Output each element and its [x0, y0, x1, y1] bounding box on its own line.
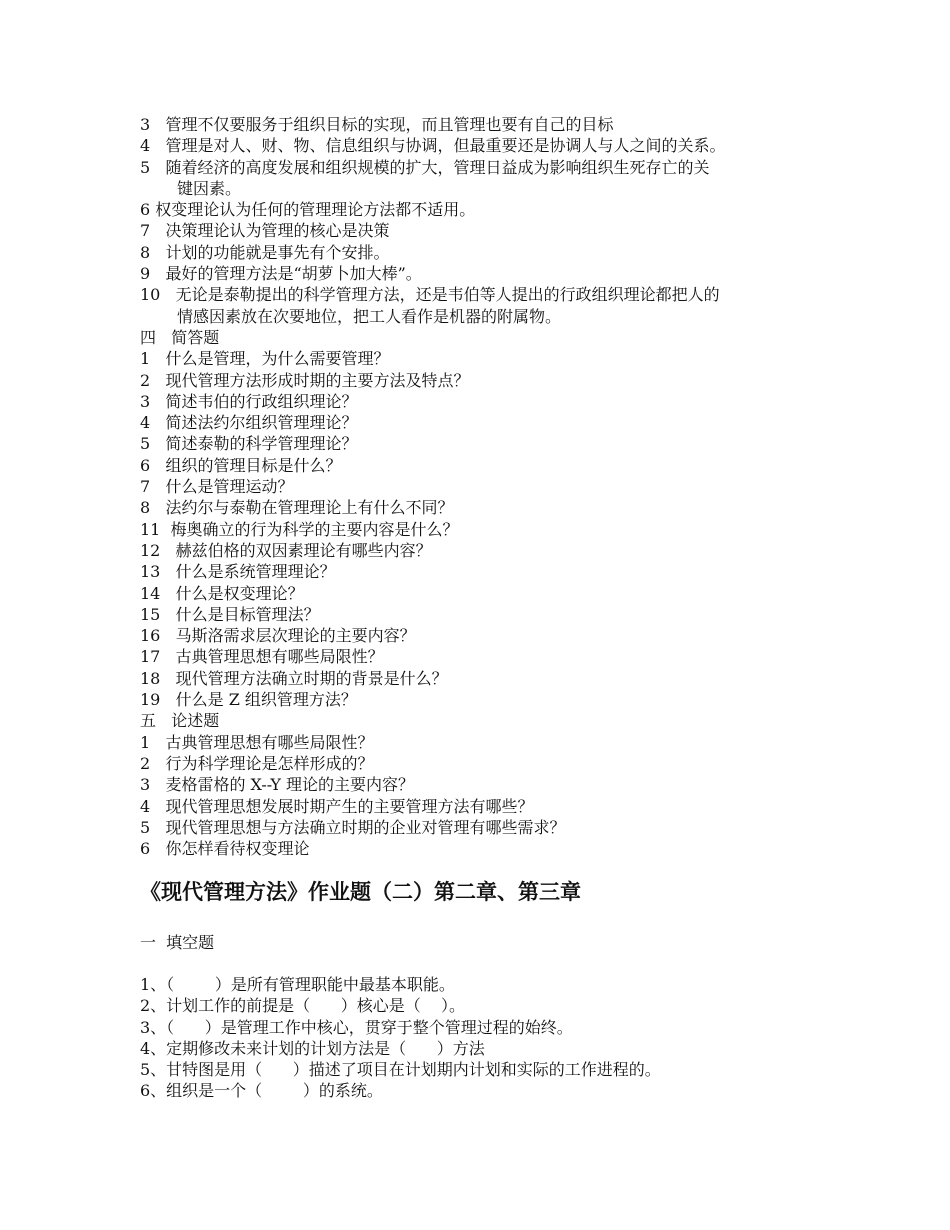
list-item: 1、（ ）是所有管理职能中最基本职能。	[140, 975, 455, 994]
list-item: 16 马斯洛需求层次理论的主要内容？	[140, 626, 416, 646]
list-item-continuation: 键因素。	[177, 178, 242, 198]
list-item: 3 麦格雷格的 X--Y 理论的主要内容？	[140, 775, 415, 795]
list-item: 8 法约尔与泰勒在管理理论上有什么不同？	[140, 498, 454, 518]
list-item: 14 什么是权变理论？	[140, 583, 304, 603]
list-item: 13 什么是系统管理理论？	[140, 562, 336, 582]
list-item: 12 赫兹伯格的双因素理论有哪些内容？	[140, 540, 432, 560]
list-item: 5、甘特图是用（ ）描述了项目在计划期内计划和实际的工作进程的。	[140, 1060, 661, 1080]
list-item: 6 组织的管理目标是什么？	[140, 455, 342, 475]
list-item: 7 什么是管理运动？	[140, 477, 294, 497]
list-item: 3 简述韦伯的行政组织理论？	[140, 391, 358, 411]
list-item: 4 现代管理思想发展时期产生的主要管理方法有哪些？	[140, 796, 534, 816]
list-item: 1 什么是管理，为什么需要管理？	[140, 349, 390, 369]
section-title-fill-blank: 一 填空题	[140, 933, 215, 952]
list-item: 5 简述泰勒的科学管理理论？	[140, 434, 358, 454]
section-title-essay: 五 论述题	[140, 711, 220, 731]
list-item: 5 现代管理思想与方法确立时期的企业对管理有哪些需求？	[140, 817, 566, 837]
list-item: 6、组织是一个（ ）的系统。	[140, 1081, 383, 1101]
list-item: 6 权变理论认为任何的管理理论方法都不适用。	[140, 200, 476, 220]
list-item: 4 简述法约尔组织管理理论？	[140, 413, 358, 433]
section-title-short-answer: 四 简答题	[140, 327, 220, 347]
list-item: 7 决策理论认为管理的核心是决策	[140, 221, 390, 241]
list-item: 3 管理不仅要服务于组织目标的实现，而且管理也要有自己的目标	[140, 115, 614, 134]
list-item: 11 梅奥确立的行为科学的主要内容是什么？	[140, 519, 459, 539]
list-item: 8 计划的功能就是事先有个安排。	[140, 242, 390, 262]
list-item: 17 古典管理思想有哪些局限性？	[140, 647, 384, 667]
list-item: 18 现代管理方法确立时期的背景是什么？	[140, 668, 448, 688]
list-item: 4 管理是对人、财、物、信息组织与协调，但最重要还是协调人与人之间的关系。	[140, 136, 726, 156]
list-item: 1 古典管理思想有哪些局限性？	[140, 732, 374, 752]
list-item: 9 最好的管理方法是“胡萝卜加大棒”。	[140, 264, 422, 284]
list-item: 15 什么是目标管理法？	[140, 604, 320, 624]
list-item: 2 行为科学理论是怎样形成的？	[140, 753, 374, 773]
list-item: 4、定期修改未来计划的计划方法是（ ）方法	[140, 1038, 485, 1058]
list-item-continuation: 情感因素放在次要地位，把工人看作是机器的附属物。	[177, 306, 562, 326]
judgement-list	[140, 114, 840, 859]
list-item: 2 现代管理方法形成时期的主要方法及特点？	[140, 370, 470, 390]
fill-blank-list	[140, 974, 840, 1102]
list-item: 3、（ ）是管理工作中核心，贯穿于整个管理过程的始终。	[140, 1017, 573, 1037]
list-item: 10 无论是泰勒提出的科学管理方法，还是韦伯等人提出的行政组织理论都把人的	[140, 285, 720, 305]
list-item: 2、计划工作的前提是（ ）核心是（ ）。	[140, 996, 466, 1016]
assignment-heading: 《现代管理方法》作业题（二）第二章、第三章	[140, 880, 581, 904]
list-item: 19 什么是 Z 组织管理方法？	[140, 690, 357, 710]
list-item: 5 随着经济的高度发展和组织规模的扩大，管理日益成为影响组织生死存亡的关	[140, 157, 710, 177]
list-item: 6 你怎样看待权变理论	[140, 839, 310, 859]
